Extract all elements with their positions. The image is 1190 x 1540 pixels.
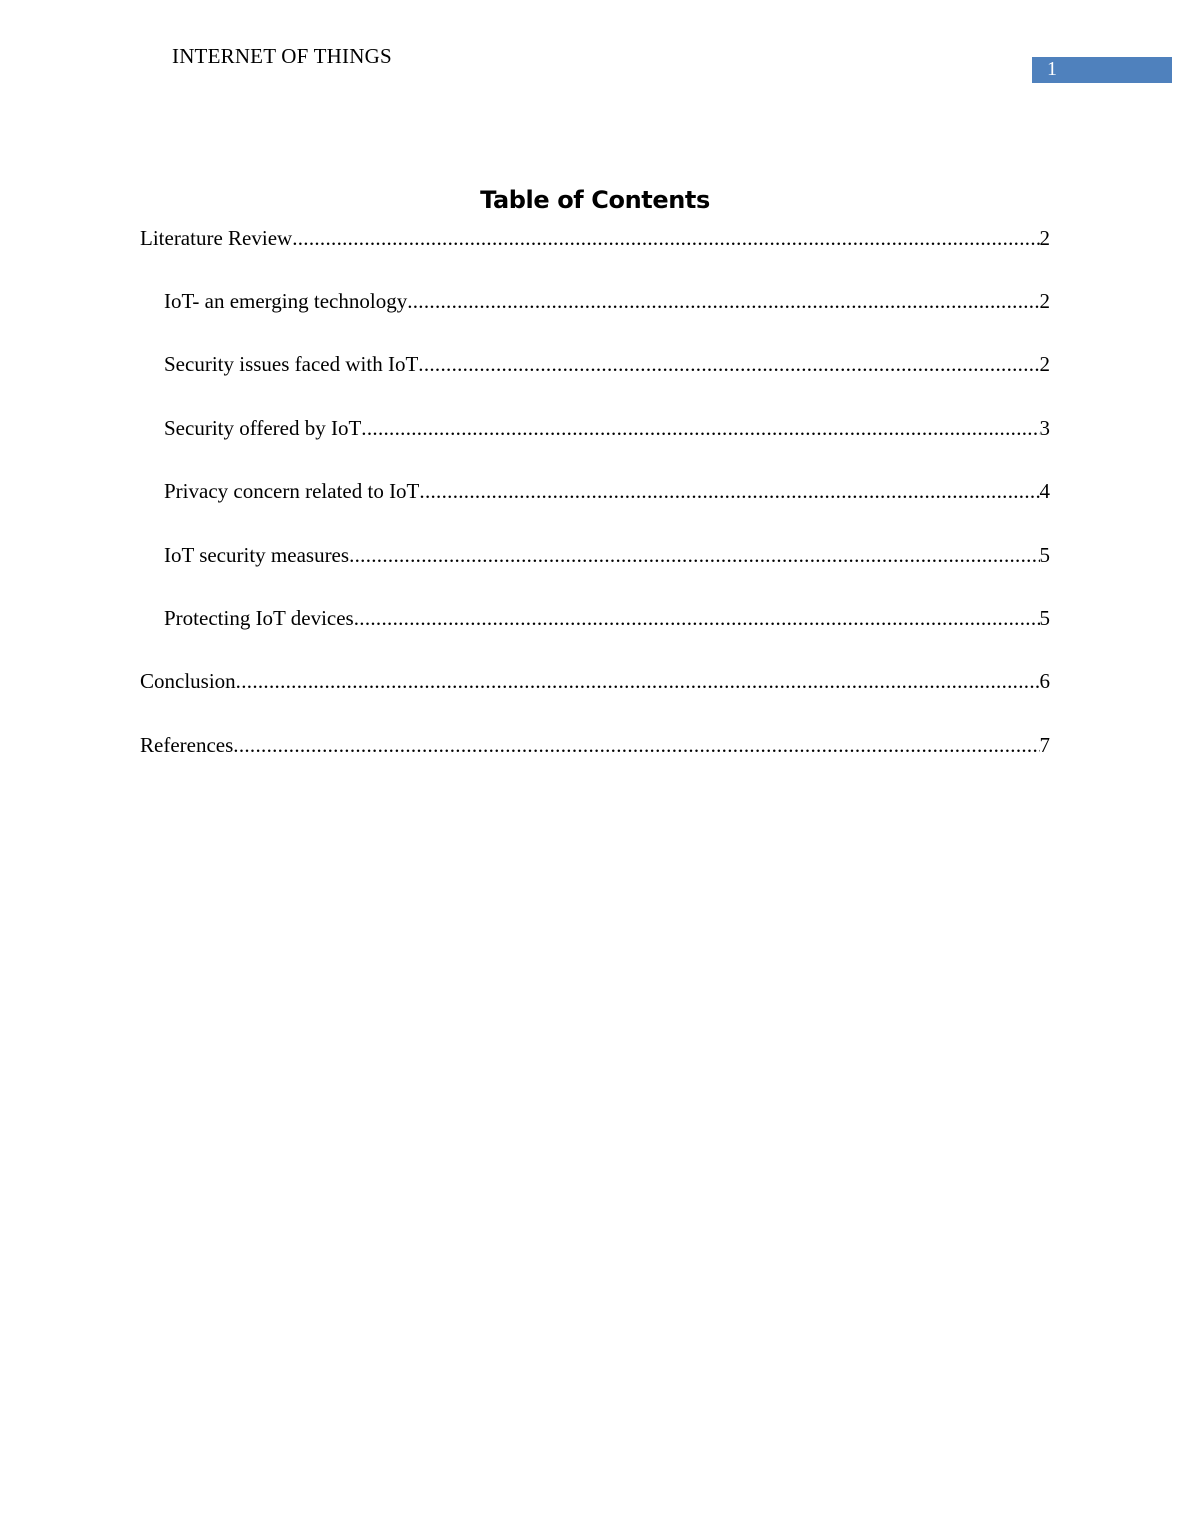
dot-leader: [236, 668, 1040, 694]
dot-leader: [418, 351, 1039, 377]
dot-leader: [419, 478, 1039, 504]
toc-entry-page: 2: [1039, 352, 1050, 376]
toc-entry-label: Literature Review: [140, 226, 293, 250]
toc-entry-page: 5: [1039, 606, 1050, 630]
toc-entry-page: 7: [1039, 733, 1050, 757]
toc-entry-page: 6: [1039, 669, 1050, 693]
toc-entry-security-offered[interactable]: [164, 415, 1050, 441]
toc-entry-label: References: [140, 733, 234, 757]
page-number: 1: [1047, 58, 1057, 80]
toc-entry-privacy-concern[interactable]: [164, 478, 1050, 504]
toc-entry-label: Conclusion: [140, 669, 236, 693]
toc-entry-page: 2: [1039, 289, 1050, 313]
toc-entry-literature-review[interactable]: [140, 225, 1050, 251]
toc-entry-iot-emerging-technology[interactable]: [164, 288, 1050, 314]
dot-leader: [407, 288, 1039, 314]
toc-entry-security-issues[interactable]: [164, 351, 1050, 377]
running-head: INTERNET OF THINGS: [172, 44, 392, 68]
dot-leader: [292, 225, 1039, 251]
toc-title: Table of Contents: [480, 186, 710, 214]
toc-entry-protecting-devices[interactable]: [164, 605, 1050, 631]
toc-entry-label: Security offered by IoT: [164, 416, 362, 440]
toc-entry-conclusion[interactable]: [140, 668, 1050, 694]
toc-entry-label: IoT security measures: [164, 543, 350, 567]
toc-entry-label: Protecting IoT devices: [164, 606, 354, 630]
dot-leader: [361, 415, 1039, 441]
toc-entry-page: 2: [1039, 226, 1050, 250]
page-number-badge: [1032, 57, 1172, 83]
toc-entry-references[interactable]: [140, 732, 1050, 758]
toc-entry-page: 4: [1039, 479, 1050, 503]
toc-entry-label: Security issues faced with IoT: [164, 352, 419, 376]
toc-entry-page: 5: [1039, 543, 1050, 567]
toc-entry-page: 3: [1039, 416, 1050, 440]
toc-entry-label: Privacy concern related to IoT: [164, 479, 420, 503]
dot-leader: [354, 605, 1040, 631]
dot-leader: [349, 542, 1039, 568]
dot-leader: [233, 732, 1039, 758]
toc-entry-security-measures[interactable]: [164, 542, 1050, 568]
toc-entry-label: IoT- an emerging technology: [164, 289, 408, 313]
